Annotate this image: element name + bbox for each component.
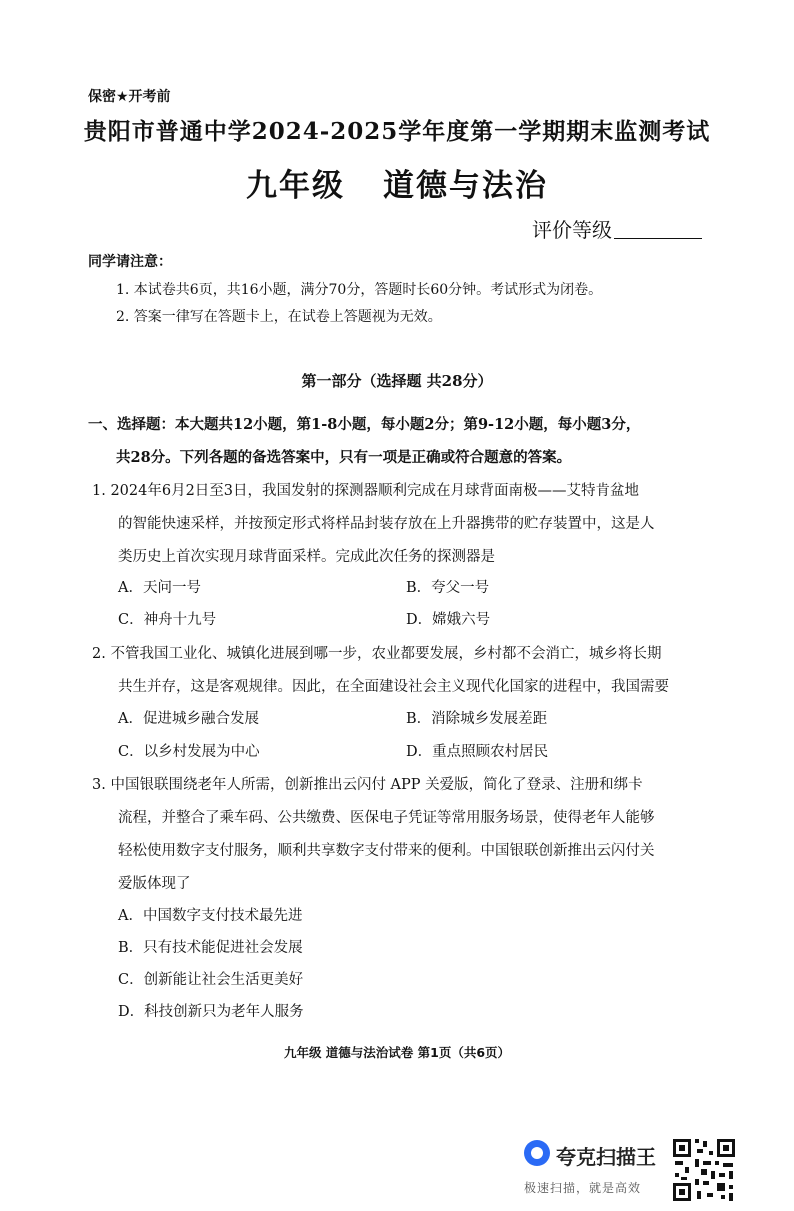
question-2-option-c: C．以乡村发展为中心 bbox=[118, 744, 260, 760]
question-1-option-b: B．夸父一号 bbox=[406, 580, 490, 596]
confidential-label: 保密★开考前 bbox=[88, 89, 171, 105]
question-3-option-c: C．创新能让社会生活更美好 bbox=[118, 972, 304, 988]
question-3-option-d: D．科技创新只为老年人服务 bbox=[118, 1004, 304, 1020]
question-2-text: 2. 不管我国工业化、城镇化进展到哪一步，农业都要发展，乡村都不会消亡，城乡将长期 bbox=[92, 646, 662, 662]
question-3-text: 爱版体现了 bbox=[118, 876, 191, 892]
question-2-option-d: D．重点照顾农村居民 bbox=[406, 744, 549, 760]
question-3-text: 3. 中国银联围绕老年人所需，创新推出云闪付 APP 关爱版，简化了登录、注册和绑卡 bbox=[92, 777, 643, 793]
qr-code-icon bbox=[671, 1137, 737, 1203]
section-instruction: 共28分。下列各题的备选答案中，只有一项是正确或符合题意的答案。 bbox=[116, 449, 572, 466]
watermark-slogan: 极速扫描，就是高效 bbox=[524, 1181, 642, 1195]
question-3-text: 流程，并整合了乘车码、公共缴费、医保电子凭证等常用服务场景，使得老年人能够 bbox=[118, 810, 655, 826]
question-2-option-b: B．消除城乡发展差距 bbox=[406, 711, 548, 727]
exam-title: 贵阳市普通中学2024-2025学年度第一学期期末监测考试 bbox=[83, 118, 711, 145]
rating-blank-line bbox=[614, 238, 702, 239]
subject-title bbox=[0, 160, 794, 205]
notice-item: 1. 本试卷共6页，共16小题，满分70分，答题时长60分钟。考试形式为闭卷。 bbox=[116, 282, 603, 298]
rating-label: 评价等级 bbox=[532, 218, 612, 242]
notice-item: 2. 答案一律写在答题卡上，在试卷上答题视为无效。 bbox=[116, 309, 442, 325]
question-1-option-a: A．天问一号 bbox=[118, 580, 201, 596]
quark-logo-icon bbox=[524, 1140, 550, 1166]
notice-heading: 同学请注意： bbox=[88, 254, 172, 270]
grade-label: 九年级 bbox=[246, 168, 345, 204]
question-1-option-c: C．神舟十九号 bbox=[118, 612, 217, 628]
question-3-text: 轻松使用数字支付服务，顺利共享数字支付带来的便利。中国银联创新推出云闪付关 bbox=[118, 843, 655, 859]
rating-field bbox=[532, 214, 702, 243]
page-footer: 九年级 道德与法治试卷 第1页（共6页） bbox=[283, 1045, 511, 1060]
question-3-option-a: A．中国数字支付技术最先进 bbox=[118, 908, 303, 924]
subject-label: 道德与法治 bbox=[383, 168, 548, 204]
question-1-text: 的智能快速采样，并按预定形式将样品封装存放在上升器携带的贮存装置中，这是人 bbox=[118, 516, 655, 532]
question-1-option-d: D．嫦娥六号 bbox=[406, 612, 491, 628]
section-instruction: 一、选择题：本大题共12小题，第1-8小题，每小题2分；第9-12小题，每小题3分， bbox=[88, 416, 641, 433]
question-2-option-a: A．促进城乡融合发展 bbox=[118, 711, 259, 727]
question-2-text: 共生并存，这是客观规律。因此，在全面建设社会主义现代化国家的进程中，我国需要 bbox=[118, 679, 669, 695]
question-3-option-b: B．只有技术能促进社会发展 bbox=[118, 940, 303, 956]
question-1-text: 1. 2024年6月2日至3日，我国发射的探测器顺利完成在月球背面南极——艾特肯盆地 bbox=[92, 483, 640, 499]
part-heading: 第一部分（选择题 共28分） bbox=[301, 372, 493, 390]
question-1-text: 类历史上首次实现月球背面采样。完成此次任务的探测器是 bbox=[118, 549, 495, 565]
watermark-app-name: 夸克扫描王 bbox=[556, 1145, 656, 1169]
